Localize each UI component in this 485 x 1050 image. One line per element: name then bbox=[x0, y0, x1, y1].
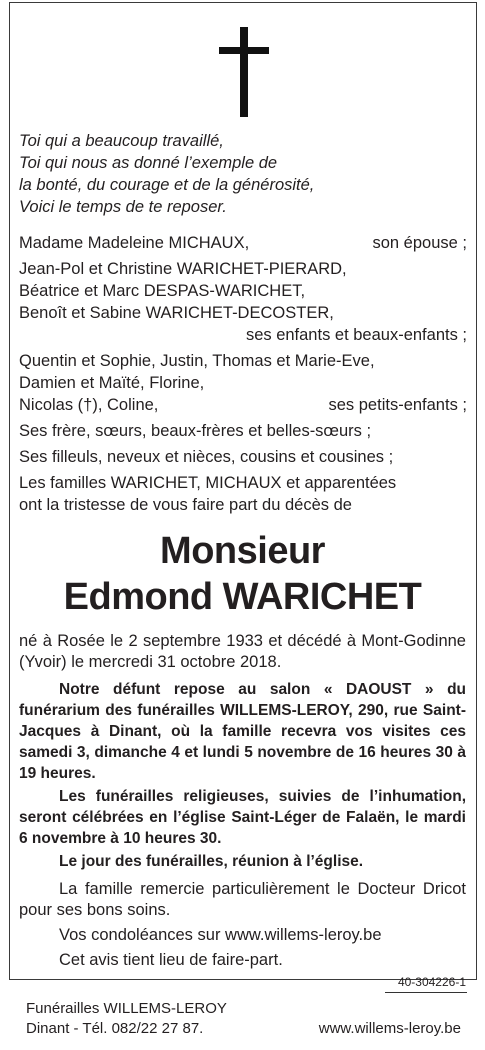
footer-company: Funérailles WILLEMS-LEROY bbox=[26, 1000, 227, 1017]
godchildren-line: Ses filleuls, neveux et nièces, cousins et cousines ; bbox=[19, 448, 394, 466]
poem-line: Toi qui a beaucoup travaillé, bbox=[19, 132, 224, 150]
children-role: ses enfants et beaux-enfants ; bbox=[245, 326, 467, 344]
notice-text: Cet avis tient lieu de faire-part. bbox=[59, 951, 283, 969]
footer bbox=[26, 999, 461, 1039]
siblings-line: Ses frère, sœurs, beaux-frères et belles-sœurs ; bbox=[19, 422, 372, 440]
poem bbox=[19, 130, 314, 218]
announcement-line: ont la tristesse de vous faire part du décès de bbox=[19, 496, 352, 514]
condolences-text: Vos condoléances sur www.willems-leroy.be bbox=[59, 926, 382, 944]
funeral-text: Les funérailles religieuses, suivies de l’inhumation, seront célébrées en l’église Saint-Léger de Falaën, le mardi 6 novembre à 10 heures 30. bbox=[19, 788, 466, 847]
grandchild-line: Damien et Maïté, Florine, bbox=[19, 374, 205, 392]
families-line: Les familles WARICHET, MICHAUX et apparentées bbox=[19, 474, 397, 492]
footer-website: www.willems-leroy.be bbox=[318, 1020, 461, 1037]
grandchild-line: Nicolas (†), Coline, bbox=[19, 396, 159, 414]
family-list bbox=[19, 232, 467, 516]
spouse-role: son épouse ; bbox=[372, 234, 467, 252]
grandchild-line: Quentin et Sophie, Justin, Thomas et Marie-Eve, bbox=[19, 352, 375, 370]
reference-divider bbox=[385, 992, 467, 993]
footer-contact-row bbox=[26, 1019, 461, 1039]
grandchildren-role: ses petits-enfants ; bbox=[328, 396, 467, 414]
reference-number: 40-304226-1 bbox=[397, 975, 466, 989]
deceased-name: Edmond WARICHET bbox=[63, 576, 422, 618]
meeting-text: Le jour des funérailles, réunion à l’église. bbox=[59, 853, 364, 870]
deceased-title: Monsieur bbox=[160, 530, 325, 572]
cross-icon bbox=[219, 27, 269, 117]
footer-phone: Dinant - Tél. 082/22 27 87. bbox=[26, 1020, 204, 1037]
poem-line: Toi qui nous as donné l’exemple de bbox=[19, 154, 278, 172]
child-line: Benoît et Sabine WARICHET-DECOSTER, bbox=[19, 304, 334, 322]
child-line: Béatrice et Marc DESPAS-WARICHET, bbox=[19, 282, 306, 300]
poem-line: Voici le temps de te reposer. bbox=[19, 198, 227, 216]
child-line: Jean-Pol et Christine WARICHET-PIERARD, bbox=[19, 260, 347, 278]
grandchildren-row bbox=[19, 394, 467, 416]
spouse-name: Madame Madeleine MICHAUX, bbox=[19, 234, 250, 252]
thanks-text: La famille remercie particulièrement le Docteur Dricot pour ses bons soins. bbox=[19, 880, 466, 919]
poem-line: la bonté, du courage et de la générosité, bbox=[19, 176, 315, 194]
visitation-text: Notre défunt repose au salon « DAOUST » du funérarium des funérailles WILLEMS-LEROY, 290, rue Saint-Jacques à Dinant, où la famille recevra vos visites ces samedi 3, dimanche 4 et lundi 5 novembre de 16 heures 30 à 19 heures. bbox=[19, 681, 466, 782]
birth-death-text: né à Rosée le 2 septembre 1933 et décédé à Mont-Godinne (Yvoir) le mercredi 31 octobre 2018. bbox=[19, 632, 466, 671]
spouse-row bbox=[19, 232, 467, 254]
